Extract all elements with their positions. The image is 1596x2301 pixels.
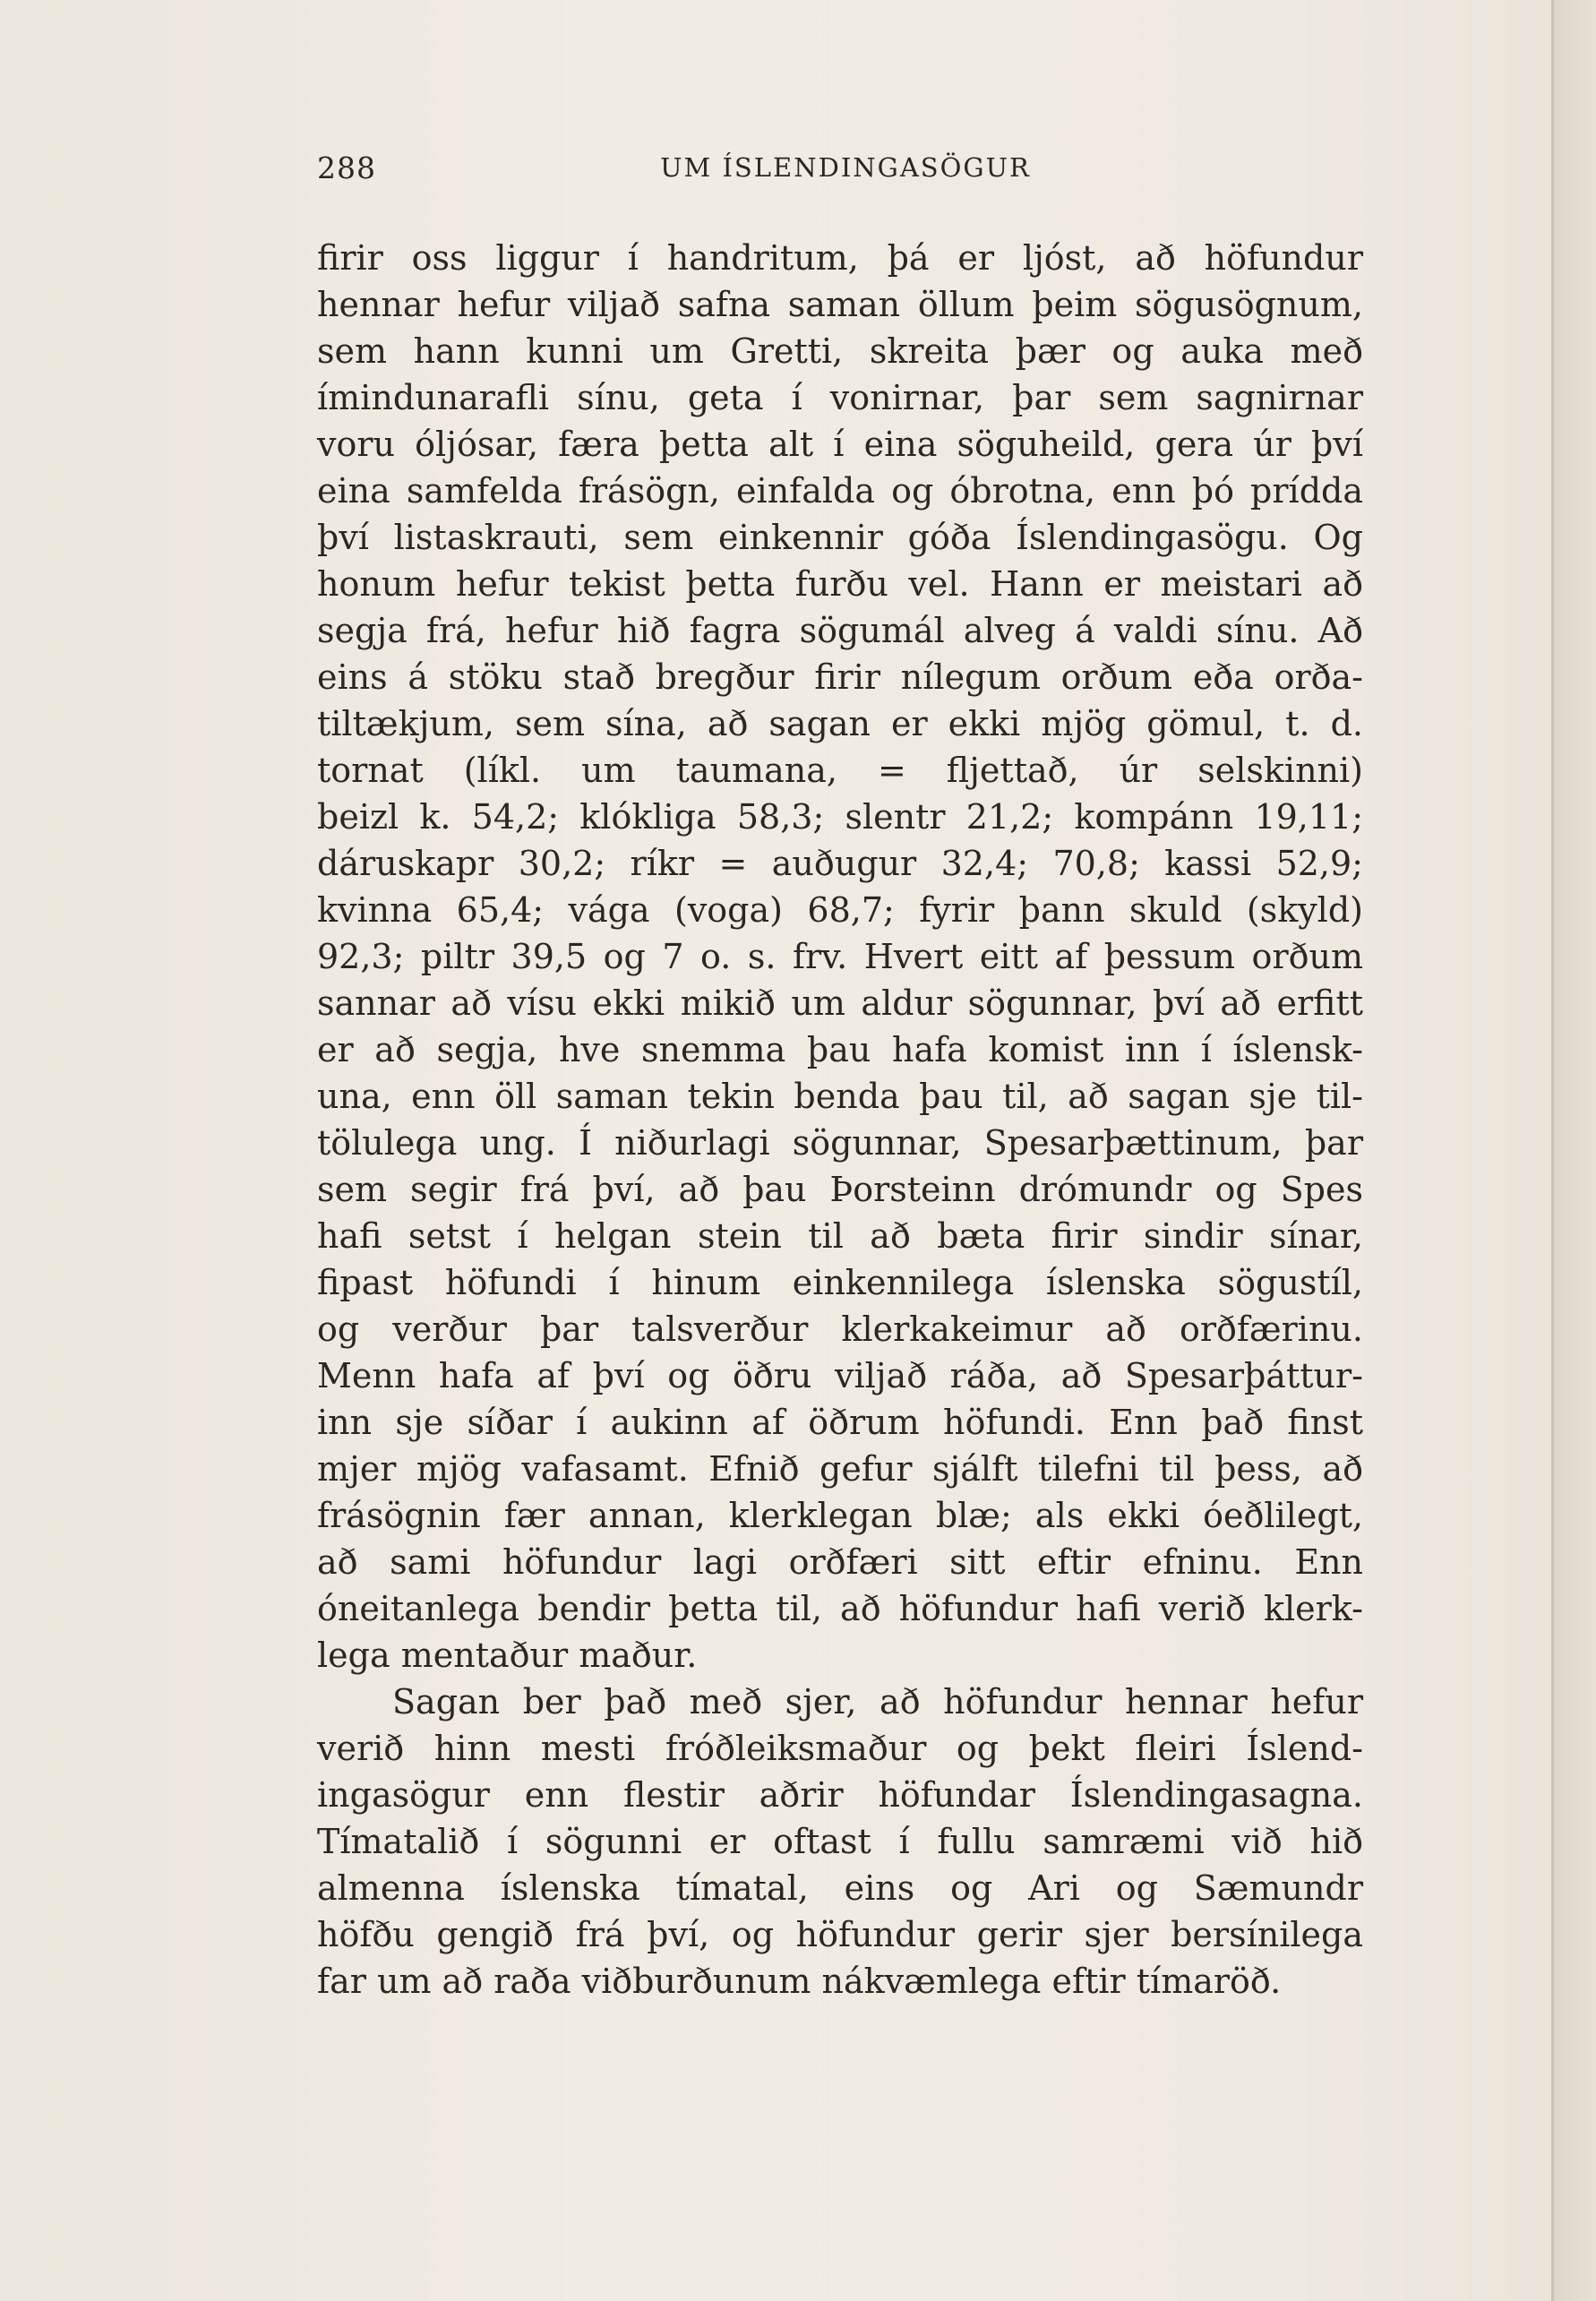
- text-line: Menn hafa af því og öðru viljað ráða, að Spesarþáttur-: [317, 1356, 1363, 1395]
- text-line: frásögnin fær annan, klerklegan blæ; als ekki óeðlilegt,: [317, 1496, 1363, 1535]
- text-line: voru óljósar, færa þetta alt í eina söguheild, gera úr því: [317, 425, 1363, 464]
- text-line: hafi setst í helgan stein til að bæta firir sindir sínar,: [317, 1216, 1363, 1256]
- text-line: er að segja, hve snemma þau hafa komist inn í íslensk-: [317, 1030, 1363, 1069]
- running-title: UM ÍSLENDINGASÖGUR: [660, 152, 1031, 183]
- text-line: tölulega ung. Í niðurlagi sögunnar, Spesarþættinum, þar: [317, 1123, 1363, 1163]
- text-line: sem hann kunni um Gretti, skreita þær og auka með: [317, 331, 1363, 371]
- body-text: [317, 235, 1363, 2005]
- text-line: mjer mjög vafasamt. Efnið gefur sjálft tilefni til þess, að: [317, 1449, 1363, 1489]
- text-line: að sami höfundur lagi orðfæri sitt eftir efninu. Enn: [317, 1542, 1363, 1582]
- text-line: Tímatalið í sögunni er oftast í fullu samræmi við hið: [317, 1822, 1363, 1861]
- text-line: kvinna 65,4; vága (voga) 68,7; fyrir þann skuld (skyld): [317, 890, 1363, 930]
- text-line: almenna íslenska tímatal, eins og Ari og Sæmundr: [317, 1868, 1363, 1908]
- text-line: sem segir frá því, að þau Þorsteinn drómundr og Spes: [317, 1170, 1363, 1209]
- text-line: firir oss liggur í handritum, þá er ljóst, að höfundur: [317, 238, 1363, 278]
- text-line: tiltækjum, sem sína, að sagan er ekki mjög gömul, t. d.: [317, 704, 1363, 743]
- text-line: eins á stöku stað bregður firir nílegum orðum eða orða-: [317, 657, 1363, 697]
- text-line: far um að raða viðburðunum nákvæmlega eftir tímaröð.: [317, 1962, 1282, 2001]
- text-line: sannar að vísu ekki mikið um aldur sögunnar, því að erfitt: [317, 983, 1363, 1023]
- text-line: eina samfelda frásögn, einfalda og óbrotna, enn þó prídda: [317, 471, 1363, 511]
- text-line: dáruskapr 30,2; ríkr = auðugur 32,4; 70,8; kassi 52,9;: [317, 844, 1363, 883]
- text-line: beizl k. 54,2; klókliga 58,3; slentr 21,2; kompánn 19,11;: [317, 797, 1363, 837]
- text-line: ímindunarafli sínu, geta í vonirnar, þar sem sagnirnar: [317, 378, 1363, 417]
- text-line: óneitanlega bendir þetta til, að höfundur hafi verið klerk-: [317, 1589, 1363, 1628]
- text-line: una, enn öll saman tekin benda þau til, að sagan sje til-: [317, 1077, 1363, 1116]
- text-line: Sagan ber það með sjer, að höfundur hennar hefur: [392, 1682, 1363, 1721]
- running-header: [317, 150, 1374, 186]
- text-line: hennar hefur viljað safna saman öllum þeim sögusögnum,: [317, 285, 1363, 324]
- text-line: höfðu gengið frá því, og höfundur gerir sjer bersínilega: [317, 1915, 1363, 1954]
- text-line: fipast höfundi í hinum einkennilega íslenska sögustíl,: [317, 1263, 1363, 1302]
- text-line: lega mentaður maður.: [317, 1636, 698, 1675]
- text-line: 92,3; piltr 39,5 og 7 o. s. frv. Hvert eitt af þessum orðum: [317, 937, 1363, 976]
- text-line: verið hinn mesti fróðleiksmaður og þekt fleiri Íslend-: [317, 1729, 1363, 1768]
- text-line: því listaskrauti, sem einkennir góða Íslendingasögu. Og: [317, 518, 1363, 557]
- next-page-edge: [1554, 0, 1596, 2301]
- text-line: og verður þar talsverður klerkakeimur að orðfærinu.: [317, 1309, 1363, 1349]
- text-line: honum hefur tekist þetta furðu vel. Hann er meistari að: [317, 564, 1363, 604]
- text-line: tornat (líkl. um taumana, = fljettað, úr selskinni): [317, 751, 1363, 790]
- text-line: inn sje síðar í aukinn af öðrum höfundi. Enn það finst: [317, 1403, 1363, 1442]
- page-number: 288: [317, 150, 376, 185]
- text-line: segja frá, hefur hið fagra sögumál alveg á valdi sínu. Að: [317, 611, 1363, 650]
- text-line: ingasögur enn flestir aðrir höfundar Íslendingasagna.: [317, 1775, 1363, 1815]
